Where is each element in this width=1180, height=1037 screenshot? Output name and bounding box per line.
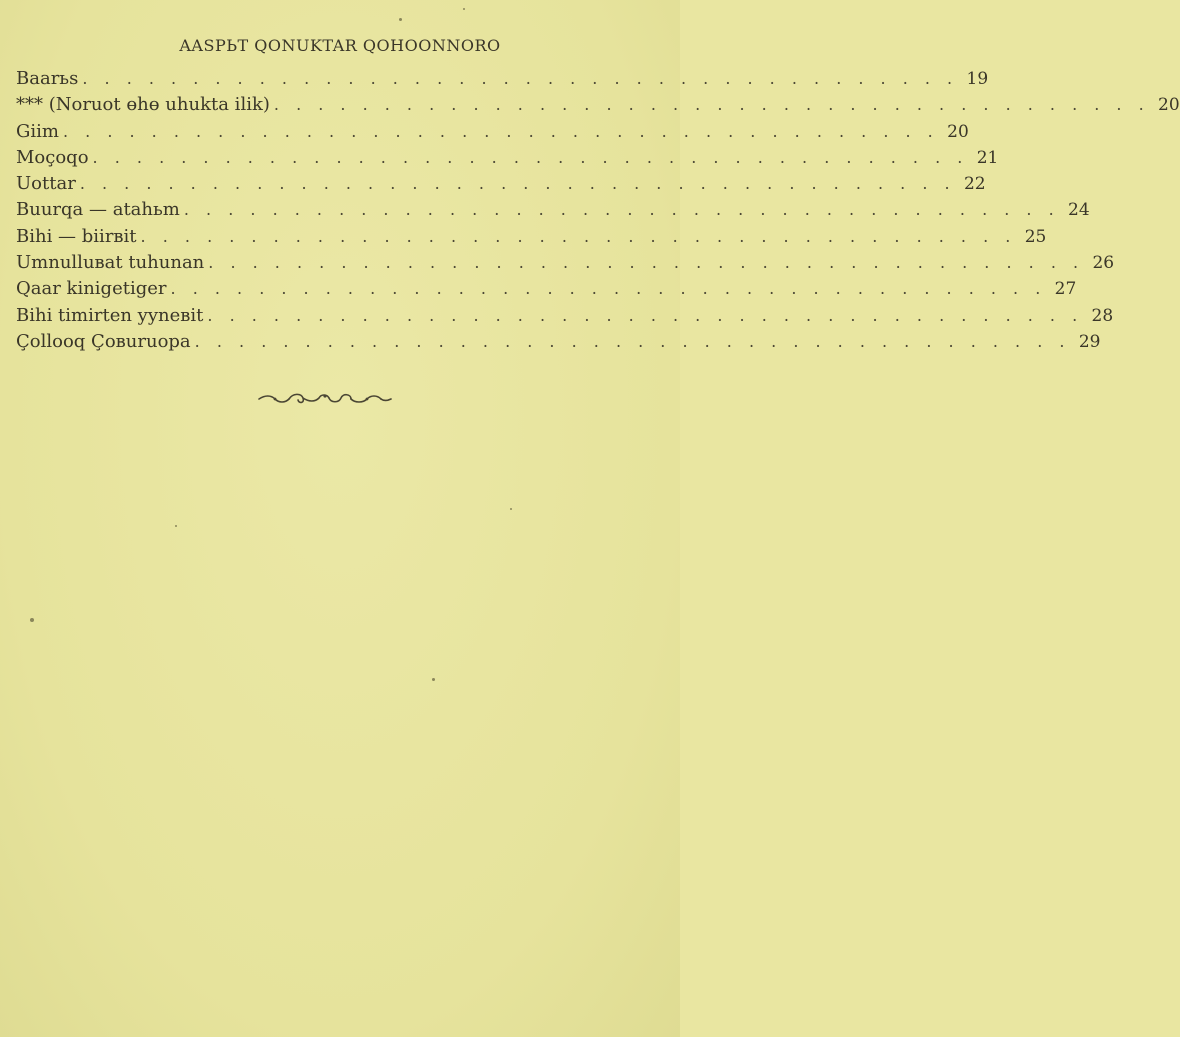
- toc-entry-title: Umnulluвat tuhunan: [16, 252, 205, 274]
- toc-entry-page: 20: [1158, 95, 1180, 116]
- toc-leader-dots: . . . . . . . . . . . . . . . . . . . . . . . . . . . . . . . . . . . . . . . .: [82, 69, 959, 88]
- paper-speck: [175, 525, 177, 527]
- toc-leader-dots: . . . . . . . . . . . . . . . . . . . . . . . . . . . . . . . . . . . . . . . .: [170, 279, 1047, 299]
- toc-entry-title: Uottar: [16, 173, 76, 195]
- paper-speck: [463, 8, 465, 10]
- toc-entry-page: 27: [1054, 279, 1077, 300]
- toc-entry-page: 24: [1068, 200, 1090, 221]
- toc-entry: [16, 276, 1077, 302]
- toc-entry: [16, 145, 999, 171]
- toc-entry-title: Moçoqo: [16, 146, 89, 168]
- toc-entry-title: Bihi timirten yyneвit: [16, 304, 204, 326]
- toc-entry-title: Buurqa — atahьm: [16, 199, 180, 221]
- paper-speck: [30, 618, 34, 622]
- toc-entry-title: Baarьs: [16, 68, 79, 89]
- scroll-flourish-icon: [255, 388, 395, 410]
- toc-entry-title: *** (Noruot ɵhɵ uhukta ilik): [16, 94, 270, 116]
- toc-entry: [16, 303, 1114, 329]
- toc-entry-page: 22: [963, 174, 986, 195]
- toc-leader-dots: . . . . . . . . . . . . . . . . . . . . . . . . . . . . . . . . . . . . . . . .: [62, 121, 939, 141]
- toc-entry-page: 26: [1092, 253, 1115, 274]
- toc-leader-dots: . . . . . . . . . . . . . . . . . . . . . . . . . . . . . . . . . . . . . . . .: [208, 253, 1085, 273]
- toc-entry-title: Bihi — biirвit: [16, 225, 137, 247]
- toc-leader-dots: . . . . . . . . . . . . . . . . . . . . . . . . . . . . . . . . . . . . . . . .: [273, 95, 1150, 115]
- toc-entry: [16, 92, 1180, 118]
- toc-leader-dots: . . . . . . . . . . . . . . . . . . . . . . . . . . . . . . . . . . . . . . . .: [92, 147, 969, 167]
- toc-entry-page: 20: [947, 121, 969, 142]
- toc-entry: [16, 329, 1101, 355]
- toc-leader-dots: . . . . . . . . . . . . . . . . . . . . . . . . . . . . . . . . . . . . . . . .: [183, 200, 1060, 220]
- toc-entry-title: Çollooq Çoвuruopa: [16, 330, 191, 352]
- toc-entry-page: 21: [976, 147, 999, 168]
- toc-entry: [16, 119, 969, 145]
- toc-entry-page: 19: [966, 69, 989, 89]
- toc-entry: [16, 250, 1115, 276]
- toc-entry-page: 29: [1078, 331, 1101, 352]
- toc-entry-page: 25: [1024, 226, 1047, 247]
- toc-entry-page: 28: [1091, 305, 1114, 326]
- toc-entry: [16, 171, 986, 197]
- toc-leader-dots: . . . . . . . . . . . . . . . . . . . . . . . . . . . . . . . . . . . . . . . .: [140, 226, 1017, 246]
- toc-leader-dots: . . . . . . . . . . . . . . . . . . . . . . . . . . . . . . . . . . . . . . . .: [79, 174, 956, 194]
- paper-speck: [432, 678, 435, 681]
- toc-entry: [16, 66, 989, 92]
- toc-leader-dots: . . . . . . . . . . . . . . . . . . . . . . . . . . . . . . . . . . . . . . . .: [194, 331, 1071, 351]
- paper-speck: [399, 18, 402, 21]
- toc-entry: [16, 197, 1090, 223]
- toc-entry-title: Giim: [16, 120, 59, 142]
- table-of-contents: [16, 66, 1180, 355]
- paper-speck: [510, 508, 512, 510]
- page-title: AASPЬT QONUKTAR QOHOONNORO: [179, 36, 501, 55]
- toc-entry-title: Qaar kinigetiger: [16, 278, 167, 300]
- toc-leader-dots: . . . . . . . . . . . . . . . . . . . . . . . . . . . . . . . . . . . . . . . .: [207, 305, 1084, 325]
- toc-entry: [16, 224, 1047, 250]
